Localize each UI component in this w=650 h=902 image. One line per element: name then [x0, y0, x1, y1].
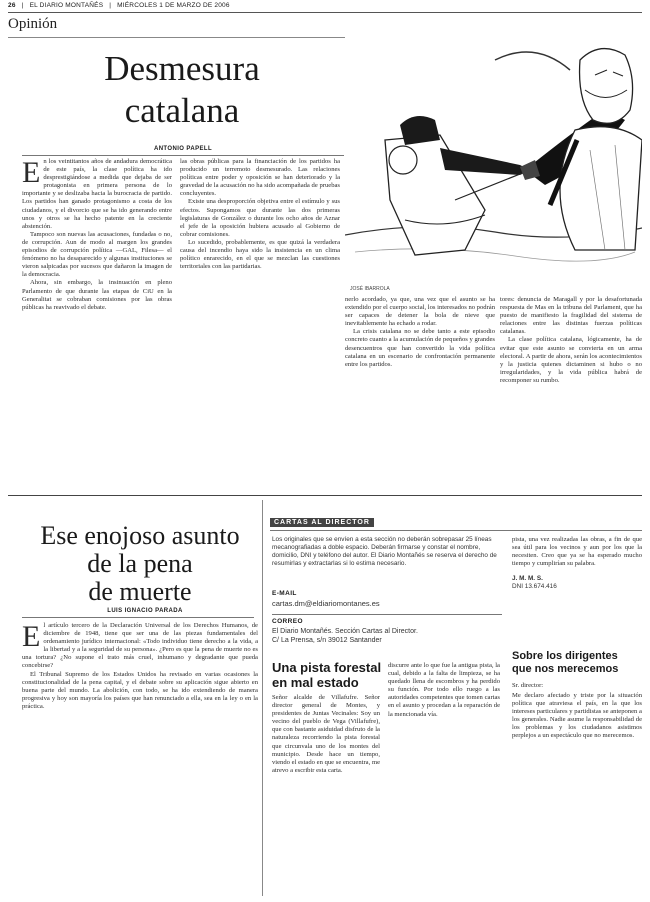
article1-paragraph: Tampoco son nuevas las acusaciones, fundadas o no, de corrupción. Aun de modo al margen los grandes episodios de corrupción política —GAL, Filesa— el fenómeno no ha desaparecido y algunas instituciones se vieron salpicadas por sucesos que dañaron la imagen de la democracia.	[22, 230, 172, 279]
letter1-column-1: Señor alcalde de Villafufre. Señor director general de Montes, y presidentes de Juntas Vecinales: Soy un vecino del pueblo de Vega (Villafufre), que con bastante asiduidad disfruto de la naturaleza recorriendo la pista forestal que circunvala uno de los montes del municipio. Desde hace un tiempo, viendo el estado en que se encuentra, me atrevo a escribir esta carta.	[272, 694, 380, 774]
page-number: 26	[8, 2, 16, 9]
illustration-credit: JOSÉ IBARROLA	[350, 286, 390, 292]
issue-date: MIÉRCOLES 1 DE MARZO DE 2006	[117, 2, 230, 9]
article1-column-4	[500, 296, 642, 480]
letter2-body: Me declaro afectado y triste por la situación política que atraviesa el país, en la que los intereses particulares y partidistas se anteponen a los generales. Nadie asume la responsabilidad de los problemas y los ciudadanos asistimos perplejos a un espectáculo que no merecemos.	[512, 692, 642, 740]
letters-notice: Los originales que se envíen a esta sección no deberán sobrepasar 25 líneas mecanografiadas a doble espacio. Deberán firmarse y constar el nombre, domicilio, DNI y teléfono del autor. El Diario Montañés se reserva el derecho de resumirlas y extractarlas si lo estima necesario.	[272, 536, 497, 567]
article2-paragraph: l artículo tercero de la Declaración Universal de los Derechos Humanos, de diciembre de 1948, tiene que ser una de las piezas fundamentales del ordenamiento jurídico internacional: «Todo individuo tiene derecho a la vida, a la libertad y a la seguridad de su persona». ¿Pero es que la pena de muerte no es una tortura? ¿No supone el trato más cruel, inhumano y degradante que pueda concebirse?	[22, 622, 258, 670]
article1-drop-cap: E	[22, 158, 41, 189]
column-divider	[262, 500, 263, 896]
article1-title-line1: Desmesura	[104, 49, 260, 88]
page-header: 26 | EL DIARIO MONTAÑÉS | MIÉRCOLES 1 DE MARZO DE 2006	[8, 2, 642, 13]
article-divider	[8, 495, 642, 496]
article2-author-rule	[22, 617, 254, 618]
letters-box-rule	[272, 614, 502, 615]
article1-column-1	[22, 158, 172, 480]
article1-paragraph: n los veintitantos años de andadura democrática de este país, la clase política ha ido desprestigiándose a medida que dejaba de ser protagonista en primera persona de lo importante y se deslizaba hacia la burocracia de partido. Los partidos han ganado protagonismo a costa de los ciudadanos, y el divorcio que se ha ido generando entre unos y otros se ha hecho patente en la creciente abstención.	[22, 158, 172, 230]
article2-title-line1: Ese enojoso asunto	[40, 521, 240, 550]
article2-title-line2: de la pena	[87, 549, 193, 578]
article1-paragraph: nerlo acordado, ya que, una vez que el asunto se ha extendido por el cuerpo social, los interesados no podrán ser capaces de detener la bola de nieve que inevitablemente ha echado a rodar.	[345, 296, 495, 328]
article2-paragraph: El Tribunal Supremo de los Estados Unidos ha revisado en varias ocasiones la constitucionalidad de la pena capital, y el debate sobre su aplicación sigue abierto en buena parte del mundo. La abolición, con todo, se ha ido extendiendo de manera progresiva y hoy son mayoría los países que han renunciado a ella, sea en la ley o en la práctica.	[22, 670, 258, 710]
article1-illustration	[345, 20, 642, 290]
letter2-title-line2: que nos merecemos	[512, 663, 619, 675]
letter2-title	[512, 650, 618, 676]
mail-label: CORREO	[272, 618, 303, 625]
article1-author: ANTONIO PAPELL	[153, 146, 213, 152]
letter1-title-line1: Una pista forestal	[272, 660, 382, 675]
article1-paragraph: Existe una desproporción objetiva entre el estímulo y sus efectos. Supongamos que durante las dos primeras legislaturas de González o durante los ocho años de Aznar el jefe de la oposición hubiera acusado al Gobierno de cobrar comisiones.	[180, 198, 340, 238]
mail-line-2: C/ La Prensa, s/n 39012 Santander	[272, 637, 382, 644]
article2-title-line3: de muerte	[88, 577, 192, 606]
article1-paragraph: tores: denuncia de Maragall y por la desafortunada respuesta de Mas en la tribuna del Parlament, que ha puesto de manifiesto la fragilidad del sistema de relaciones entre las distintas fuerzas políticas catalanas.	[500, 296, 642, 336]
article1-paragraph: Lo sucedido, probablemente, es que quizá la verdadera causa del incendio haya sido la insistencia en un clima político enrarecido, en el que se mezclan las cuestiones territoriales con las partidarias.	[180, 238, 340, 271]
letter2-salutation: Sr. director:	[512, 682, 544, 689]
article2-title	[30, 522, 250, 606]
article1-column-3	[345, 296, 495, 480]
article1-paragraph: La clase política catalana, lógicamente, ha de evitar que este asunto se convierta en un arma electoral. A partir de ahora, serán los acontecimientos y la justicia quienes dictaminen si hubo o no irregularidades, y la vida pública habrá de recomponer su rumbo.	[500, 336, 642, 384]
article2-author: LUIS IGNACIO PARADA	[107, 608, 183, 614]
article1-author-rule	[22, 155, 344, 156]
mail-line-1: El Diario Montañés. Sección Cartas al Director.	[272, 628, 418, 635]
letter2-title-line1: Sobre los dirigentes	[512, 650, 618, 662]
section-title: Opinión	[8, 16, 58, 32]
article1-title	[62, 48, 302, 132]
right-letter-id: DNI 13.674.416	[512, 583, 557, 590]
article2-body	[22, 622, 258, 896]
newspaper-name: EL DIARIO MONTAÑÉS	[29, 2, 104, 9]
email-label: E-MAIL	[272, 590, 297, 597]
article1-column-2	[180, 158, 340, 480]
letters-rule	[270, 530, 642, 531]
letter1-title	[272, 660, 381, 690]
article2-drop-cap: E	[22, 622, 41, 653]
letter1-title-line2: en mal estado	[272, 675, 359, 690]
article1-paragraph: La crisis catalana no se debe tanto a este episodio concreto cuanto a la acumulación de pequeños y grandes desencuentros que han convertido la vida política catalana en un escenario de confrontación permanente entre los partidos.	[345, 328, 495, 368]
letter1-column-2: discurre ante lo que fue la antigua pista, la cual, debido a la falta de limpieza, se ha quedado llena de escombros y ha perdido su función. Por todo ello ruego a las autoridades competentes que tomen cartas en el asunto y procedan a la reparación de la mencionada vía.	[388, 662, 500, 718]
right-letter-signature: J. M. M. S.	[512, 575, 543, 582]
article1-paragraph: Ahora, sin embargo, la insinuación en pleno Parlamento de que durante las etapas de CiU en la Generalitat se cobraban comisiones por las obras públicas ha reavivado el debate.	[22, 279, 172, 311]
email-address[interactable]: cartas.dm@eldiariomontanes.es	[272, 599, 380, 608]
right-letter-end: pista, una vez realizadas las obras, a fin de que sea útil para los vecinos y aun por los que la necesiten. Creo que ya se ha esperado mucho tiempo y cumplirían su palabra.	[512, 536, 642, 568]
article1-title-line2: catalana	[124, 91, 240, 130]
article1-paragraph: las obras públicas para la financiación de los partidos ha producido un terremoto desmesurado. Las relaciones políticas entre poder y oposición se han deteriorado y la gravedad de la acusación no ha sido acompañada de pruebas concluyentes.	[180, 158, 340, 198]
letters-section-title: CARTAS AL DIRECTOR	[270, 518, 374, 527]
